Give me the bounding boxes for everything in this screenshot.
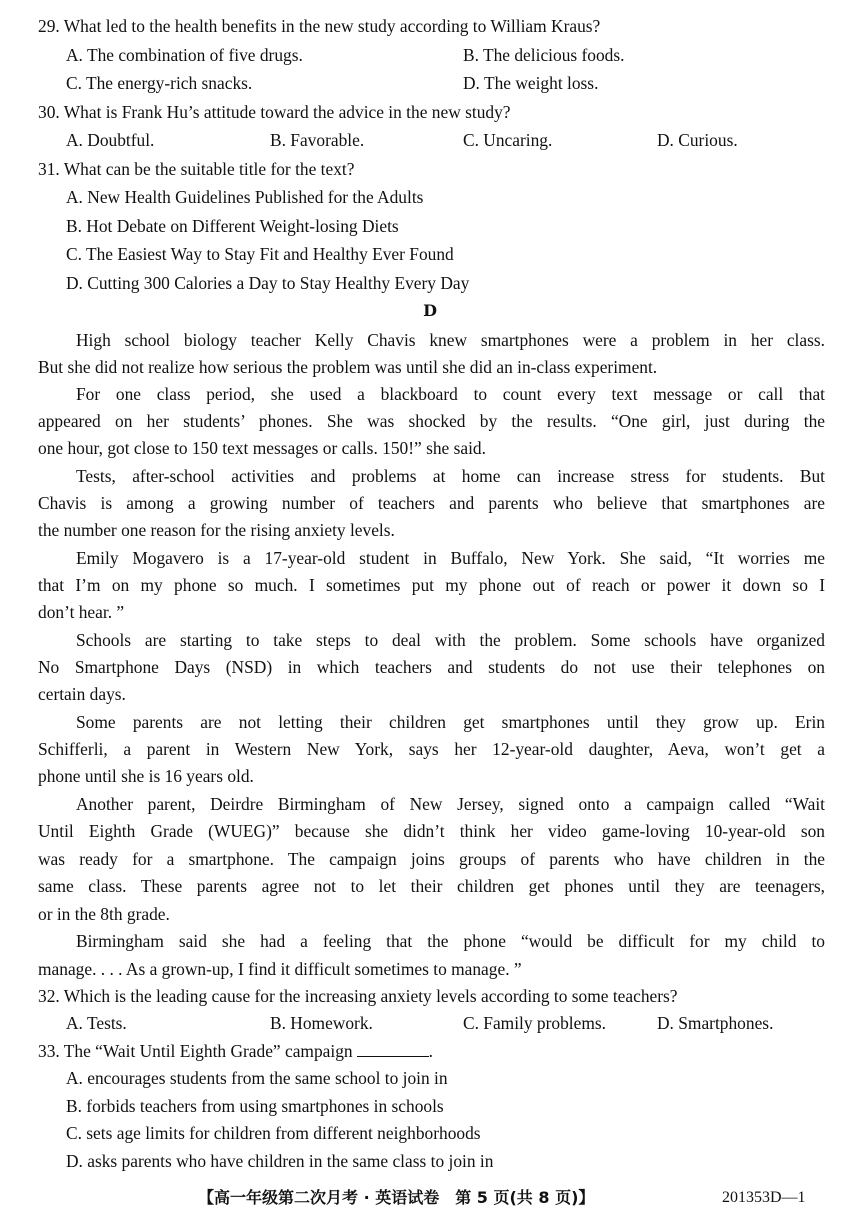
passage-p4-line-3: don’t hear. ” — [38, 602, 125, 622]
passage-p6-line-1: Some parents are not letting their children get smartphones until they grow up. Erin — [76, 712, 825, 732]
question-31-stem: 31. What can be the suitable title for the text? — [38, 159, 355, 179]
question-32-option-a: A. Tests. — [66, 1013, 127, 1033]
passage-p3-line-1: Tests, after-school activities and problems at home can increase stress for students. But — [76, 466, 825, 486]
passage-p6-line-3: phone until she is 16 years old. — [38, 766, 254, 786]
passage-p4-line-1: Emily Mogavero is a 17-year-old student in Buffalo, New York. She said, “It worries me — [76, 548, 825, 568]
question-33-option-d: D. asks parents who have children in the same class to join in — [66, 1151, 494, 1171]
question-31-option-c: C. The Easiest Way to Stay Fit and Healthy Ever Found — [66, 244, 454, 264]
question-33-option-a: A. encourages students from the same school to join in — [66, 1068, 448, 1088]
passage-p5-line-3: certain days. — [38, 684, 126, 704]
question-30-option-a: A. Doubtful. — [66, 130, 155, 150]
question-33-option-c: C. sets age limits for children from different neighborhoods — [66, 1123, 481, 1143]
question-32-option-c: C. Family problems. — [463, 1013, 606, 1033]
question-31-option-d: D. Cutting 300 Calories a Day to Stay Healthy Every Day — [66, 273, 470, 293]
question-30-option-d: D. Curious. — [657, 130, 738, 150]
exam-code: 201353D—1 — [722, 1189, 806, 1206]
question-29-option-b: B. The delicious foods. — [463, 45, 625, 65]
question-33-stem-end: . — [428, 1041, 433, 1061]
passage-p5-line-2: No Smartphone Days (NSD) in which teachers and students do not use their telephones on — [38, 657, 825, 677]
passage-p8-line-2: manage. . . . As a grown-up, I find it difficult sometimes to manage. ” — [38, 959, 522, 979]
question-30-option-b: B. Favorable. — [270, 130, 365, 150]
question-29-option-d: D. The weight loss. — [463, 73, 599, 93]
question-30-stem: 30. What is Frank Hu’s attitude toward the advice in the new study? — [38, 102, 511, 122]
question-33-stem: 33. The “Wait Until Eighth Grade” campaign — [38, 1041, 353, 1061]
question-33-option-b: B. forbids teachers from using smartphones in schools — [66, 1096, 444, 1116]
passage-p1-line-1: High school biology teacher Kelly Chavis knew smartphones were a problem in her class. — [76, 330, 825, 350]
passage-p3-line-3: the number one reason for the rising anxiety levels. — [38, 520, 395, 540]
question-30-option-c: C. Uncaring. — [463, 130, 553, 150]
passage-p7-line-4: same class. These parents agree not to let their children get phones until they are teenagers, — [38, 876, 825, 896]
passage-p2-line-1: For one class period, she used a blackboard to count every text message or call that — [76, 384, 825, 404]
passage-p2-line-3: one hour, got close to 150 text messages or calls. 150!” she said. — [38, 438, 486, 458]
question-29-option-c: C. The energy-rich snacks. — [66, 73, 253, 93]
passage-p8-line-1: Birmingham said she had a feeling that the phone “would be difficult for my child to — [76, 931, 825, 951]
question-32-stem: 32. Which is the leading cause for the increasing anxiety levels according to some teachers? — [38, 986, 678, 1006]
question-32-option-b: B. Homework. — [270, 1013, 373, 1033]
section-heading: D — [423, 301, 437, 320]
question-32-option-d: D. Smartphones. — [657, 1013, 774, 1033]
answer-blank — [357, 1040, 429, 1057]
passage-p2-line-2: appeared on her students’ phones. She was shocked by the results. “One girl, just during the — [38, 411, 825, 431]
passage-p7-line-5: or in the 8th grade. — [38, 904, 170, 924]
passage-p4-line-2: that I’m on my phone so much. I sometimes put my phone out of reach or power it down so I — [38, 575, 825, 595]
passage-p7-line-3: was ready for a smartphone. The campaign joins groups of parents who have children in the — [38, 849, 825, 869]
question-31-option-a: A. New Health Guidelines Published for the Adults — [66, 187, 424, 207]
question-33-stem-line — [38, 1039, 433, 1063]
question-29-stem: 29. What led to the health benefits in the new study according to William Kraus? — [38, 16, 601, 36]
page-footer: 【高一年级第二次月考 · 英语试卷 第 5 页(共 8 页)】 — [198, 1188, 595, 1207]
question-31-option-b: B. Hot Debate on Different Weight-losing Diets — [66, 216, 399, 236]
passage-p1-line-2: But she did not realize how serious the problem was until she did an in-class experiment. — [38, 357, 658, 377]
question-29-option-a: A. The combination of five drugs. — [66, 45, 303, 65]
passage-p7-line-2: Until Eighth Grade (WUEG)” because she didn’t think her video game-loving 10-year-old son — [38, 821, 825, 841]
passage-p7-line-1: Another parent, Deirdre Birmingham of New Jersey, signed onto a campaign called “Wait — [76, 794, 825, 814]
passage-p5-line-1: Schools are starting to take steps to deal with the problem. Some schools have organized — [76, 630, 825, 650]
passage-p3-line-2: Chavis is among a growing number of teachers and parents who believe that smartphones are — [38, 493, 825, 513]
passage-p6-line-2: Schifferli, a parent in Western New York, says her 12-year-old daughter, Aeva, won’t get a — [38, 739, 825, 759]
